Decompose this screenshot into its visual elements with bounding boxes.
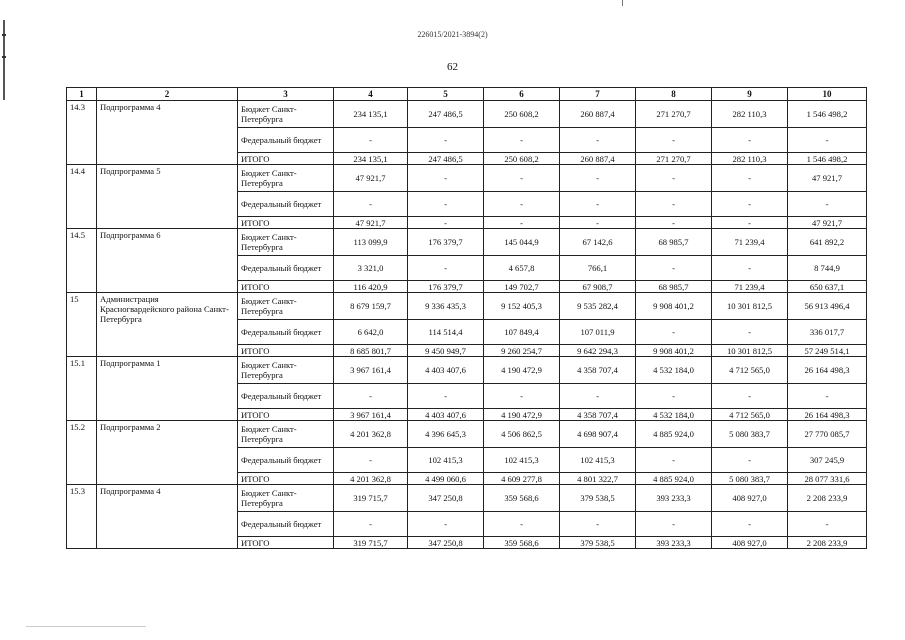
- subprogram-name: Подпрограмма 1: [97, 357, 238, 421]
- value-cell: 176 379,7: [408, 281, 484, 293]
- value-cell: 9 260 254,7: [484, 345, 560, 357]
- value-cell: 9 152 405,3: [484, 293, 560, 320]
- source-label: Бюджет Санкт-Петербурга: [238, 293, 334, 320]
- value-cell: -: [636, 448, 712, 473]
- value-cell: 71 239,4: [712, 229, 788, 256]
- row-number: 15.2: [67, 421, 97, 485]
- header-cell: 4: [334, 88, 408, 101]
- value-cell: -: [334, 192, 408, 217]
- total-value-cell: 56 913 496,4: [788, 293, 867, 320]
- value-cell: 5 080 383,7: [712, 473, 788, 485]
- header-cell: 7: [560, 88, 636, 101]
- source-label: Федеральный бюджет: [238, 448, 334, 473]
- value-cell: 9 908 401,2: [636, 345, 712, 357]
- value-cell: -: [334, 128, 408, 153]
- value-cell: -: [712, 448, 788, 473]
- subprogram-name: Подпрограмма 4: [97, 101, 238, 165]
- value-cell: 4 201 362,8: [334, 473, 408, 485]
- source-label: Федеральный бюджет: [238, 256, 334, 281]
- value-cell: 359 568,6: [484, 485, 560, 512]
- header-cell: 5: [408, 88, 484, 101]
- value-cell: -: [560, 192, 636, 217]
- value-cell: -: [408, 512, 484, 537]
- value-cell: 379 538,5: [560, 537, 636, 549]
- row-number: 15.3: [67, 485, 97, 549]
- source-label: ИТОГО: [238, 473, 334, 485]
- value-cell: 4 885 924,0: [636, 421, 712, 448]
- value-cell: 9 535 282,4: [560, 293, 636, 320]
- value-cell: -: [636, 320, 712, 345]
- header-cell: 6: [484, 88, 560, 101]
- value-cell: -: [636, 384, 712, 409]
- table-row: [67, 229, 867, 256]
- source-label: ИТОГО: [238, 345, 334, 357]
- header-cell: 2: [97, 88, 238, 101]
- value-cell: 4 403 407,6: [408, 409, 484, 421]
- source-label: Федеральный бюджет: [238, 128, 334, 153]
- subprogram-name: Подпрограмма 6: [97, 229, 238, 293]
- scan-top-tick: [622, 0, 623, 6]
- value-cell: 347 250,8: [408, 537, 484, 549]
- value-cell: 319 715,7: [334, 485, 408, 512]
- source-label: Бюджет Санкт-Петербурга: [238, 229, 334, 256]
- total-value-cell: 47 921,7: [788, 217, 867, 229]
- value-cell: 8 685 801,7: [334, 345, 408, 357]
- value-cell: -: [484, 192, 560, 217]
- value-cell: 4 190 472,9: [484, 409, 560, 421]
- table-row: [67, 293, 867, 320]
- total-value-cell: 1 546 498,2: [788, 101, 867, 128]
- table-row: [67, 357, 867, 384]
- value-cell: 102 415,3: [560, 448, 636, 473]
- value-cell: 47 921,7: [334, 165, 408, 192]
- value-cell: 4 801 322,7: [560, 473, 636, 485]
- value-cell: -: [560, 384, 636, 409]
- value-cell: 3 967 161,4: [334, 409, 408, 421]
- table-header-row: [67, 88, 867, 101]
- value-cell: 9 336 435,3: [408, 293, 484, 320]
- administration-name: Администрация Красногвардейского района Санкт-Петербурга: [97, 293, 238, 357]
- value-cell: -: [712, 128, 788, 153]
- header-cell: 3: [238, 88, 334, 101]
- value-cell: 9 450 949,7: [408, 345, 484, 357]
- source-label: Федеральный бюджет: [238, 192, 334, 217]
- value-cell: 4 885 924,0: [636, 473, 712, 485]
- total-value-cell: 641 892,2: [788, 229, 867, 256]
- value-cell: -: [408, 128, 484, 153]
- value-cell: 107 849,4: [484, 320, 560, 345]
- value-cell: 4 657,8: [484, 256, 560, 281]
- value-cell: -: [712, 217, 788, 229]
- total-value-cell: 336 017,7: [788, 320, 867, 345]
- value-cell: 114 514,4: [408, 320, 484, 345]
- value-cell: 10 301 812,5: [712, 345, 788, 357]
- value-cell: 145 044,9: [484, 229, 560, 256]
- table-row: [67, 485, 867, 512]
- value-cell: 102 415,3: [408, 448, 484, 473]
- subprogram-name: Подпрограмма 5: [97, 165, 238, 229]
- value-cell: 149 702,7: [484, 281, 560, 293]
- value-cell: 113 099,9: [334, 229, 408, 256]
- row-number: 14.3: [67, 101, 97, 165]
- value-cell: 9 908 401,2: [636, 293, 712, 320]
- value-cell: 408 927,0: [712, 485, 788, 512]
- value-cell: -: [712, 165, 788, 192]
- value-cell: -: [484, 165, 560, 192]
- source-label: Федеральный бюджет: [238, 512, 334, 537]
- value-cell: -: [334, 384, 408, 409]
- value-cell: -: [636, 192, 712, 217]
- value-cell: 4 396 645,3: [408, 421, 484, 448]
- value-cell: -: [636, 512, 712, 537]
- total-value-cell: -: [788, 128, 867, 153]
- source-label: ИТОГО: [238, 153, 334, 165]
- value-cell: 71 239,4: [712, 281, 788, 293]
- value-cell: -: [636, 165, 712, 192]
- value-cell: 4 190 472,9: [484, 357, 560, 384]
- value-cell: -: [636, 217, 712, 229]
- value-cell: 4 532 184,0: [636, 357, 712, 384]
- value-cell: -: [712, 512, 788, 537]
- total-value-cell: -: [788, 192, 867, 217]
- value-cell: 6 642,0: [334, 320, 408, 345]
- value-cell: 4 358 707,4: [560, 357, 636, 384]
- value-cell: 68 985,7: [636, 281, 712, 293]
- total-value-cell: 1 546 498,2: [788, 153, 867, 165]
- value-cell: 10 301 812,5: [712, 293, 788, 320]
- total-value-cell: 8 744,9: [788, 256, 867, 281]
- table-row: [67, 101, 867, 128]
- source-label: Бюджет Санкт-Петербурга: [238, 101, 334, 128]
- value-cell: 282 110,3: [712, 101, 788, 128]
- value-cell: -: [712, 192, 788, 217]
- value-cell: 260 887,4: [560, 153, 636, 165]
- value-cell: 234 135,1: [334, 101, 408, 128]
- value-cell: 282 110,3: [712, 153, 788, 165]
- scan-margin-tick: [2, 56, 6, 58]
- subprogram-name: Подпрограмма 4: [97, 485, 238, 549]
- value-cell: -: [560, 128, 636, 153]
- value-cell: 766,1: [560, 256, 636, 281]
- header-cell: 10: [788, 88, 867, 101]
- total-value-cell: -: [788, 512, 867, 537]
- value-cell: 359 568,6: [484, 537, 560, 549]
- total-value-cell: 28 077 331,6: [788, 473, 867, 485]
- value-cell: 247 486,5: [408, 153, 484, 165]
- value-cell: 4 712 565,0: [712, 357, 788, 384]
- source-label: Бюджет Санкт-Петербурга: [238, 421, 334, 448]
- source-label: Бюджет Санкт-Петербурга: [238, 357, 334, 384]
- value-cell: -: [636, 256, 712, 281]
- value-cell: 47 921,7: [334, 217, 408, 229]
- value-cell: 234 135,1: [334, 153, 408, 165]
- row-number: 15.1: [67, 357, 97, 421]
- value-cell: -: [484, 512, 560, 537]
- value-cell: 4 506 862,5: [484, 421, 560, 448]
- value-cell: 347 250,8: [408, 485, 484, 512]
- row-number: 15: [67, 293, 97, 357]
- source-label: ИТОГО: [238, 217, 334, 229]
- value-cell: 4 532 184,0: [636, 409, 712, 421]
- value-cell: -: [334, 448, 408, 473]
- value-cell: 5 080 383,7: [712, 421, 788, 448]
- total-value-cell: -: [788, 384, 867, 409]
- value-cell: 107 011,9: [560, 320, 636, 345]
- value-cell: 319 715,7: [334, 537, 408, 549]
- total-value-cell: 650 637,1: [788, 281, 867, 293]
- table-row: [67, 421, 867, 448]
- value-cell: -: [334, 512, 408, 537]
- source-label: Бюджет Санкт-Петербурга: [238, 165, 334, 192]
- value-cell: 9 642 294,3: [560, 345, 636, 357]
- header-cell: 8: [636, 88, 712, 101]
- scan-bottom-line: [26, 626, 146, 627]
- value-cell: 8 679 159,7: [334, 293, 408, 320]
- value-cell: 4 712 565,0: [712, 409, 788, 421]
- value-cell: -: [484, 384, 560, 409]
- total-value-cell: 26 164 498,3: [788, 409, 867, 421]
- source-label: ИТОГО: [238, 409, 334, 421]
- source-label: Бюджет Санкт-Петербурга: [238, 485, 334, 512]
- value-cell: 176 379,7: [408, 229, 484, 256]
- value-cell: -: [712, 320, 788, 345]
- value-cell: 4 609 277,8: [484, 473, 560, 485]
- value-cell: 68 985,7: [636, 229, 712, 256]
- value-cell: 393 233,3: [636, 537, 712, 549]
- value-cell: -: [484, 128, 560, 153]
- value-cell: 247 486,5: [408, 101, 484, 128]
- value-cell: 408 927,0: [712, 537, 788, 549]
- value-cell: 271 270,7: [636, 153, 712, 165]
- header-cell: 1: [67, 88, 97, 101]
- value-cell: -: [636, 128, 712, 153]
- value-cell: -: [484, 217, 560, 229]
- total-value-cell: 57 249 514,1: [788, 345, 867, 357]
- subprogram-name: Подпрограмма 2: [97, 421, 238, 485]
- value-cell: -: [408, 384, 484, 409]
- value-cell: 250 608,2: [484, 101, 560, 128]
- value-cell: 4 698 907,4: [560, 421, 636, 448]
- value-cell: 116 420,9: [334, 281, 408, 293]
- total-value-cell: 47 921,7: [788, 165, 867, 192]
- value-cell: -: [408, 192, 484, 217]
- value-cell: 271 270,7: [636, 101, 712, 128]
- value-cell: 250 608,2: [484, 153, 560, 165]
- value-cell: 3 967 161,4: [334, 357, 408, 384]
- value-cell: -: [408, 165, 484, 192]
- source-label: ИТОГО: [238, 537, 334, 549]
- value-cell: -: [560, 512, 636, 537]
- value-cell: -: [560, 217, 636, 229]
- value-cell: 393 233,3: [636, 485, 712, 512]
- value-cell: -: [712, 384, 788, 409]
- total-value-cell: 26 164 498,3: [788, 357, 867, 384]
- value-cell: -: [560, 165, 636, 192]
- value-cell: -: [408, 217, 484, 229]
- table-row: [67, 165, 867, 192]
- total-value-cell: 307 245,9: [788, 448, 867, 473]
- page-number: 62: [447, 61, 458, 73]
- value-cell: 67 142,6: [560, 229, 636, 256]
- value-cell: 4 201 362,8: [334, 421, 408, 448]
- row-number: 14.4: [67, 165, 97, 229]
- value-cell: -: [408, 256, 484, 281]
- document-id: 226015/2021-3894(2): [417, 30, 488, 39]
- value-cell: 67 908,7: [560, 281, 636, 293]
- value-cell: 3 321,0: [334, 256, 408, 281]
- source-label: Федеральный бюджет: [238, 320, 334, 345]
- total-value-cell: 2 208 233,9: [788, 537, 867, 549]
- value-cell: 379 538,5: [560, 485, 636, 512]
- value-cell: 4 358 707,4: [560, 409, 636, 421]
- budget-table: [66, 87, 867, 549]
- total-value-cell: 2 208 233,9: [788, 485, 867, 512]
- row-number: 14.5: [67, 229, 97, 293]
- total-value-cell: 27 770 085,7: [788, 421, 867, 448]
- header-cell: 9: [712, 88, 788, 101]
- source-label: ИТОГО: [238, 281, 334, 293]
- value-cell: 260 887,4: [560, 101, 636, 128]
- value-cell: 4 403 407,6: [408, 357, 484, 384]
- value-cell: 4 499 060,6: [408, 473, 484, 485]
- value-cell: 102 415,3: [484, 448, 560, 473]
- source-label: Федеральный бюджет: [238, 384, 334, 409]
- value-cell: -: [712, 256, 788, 281]
